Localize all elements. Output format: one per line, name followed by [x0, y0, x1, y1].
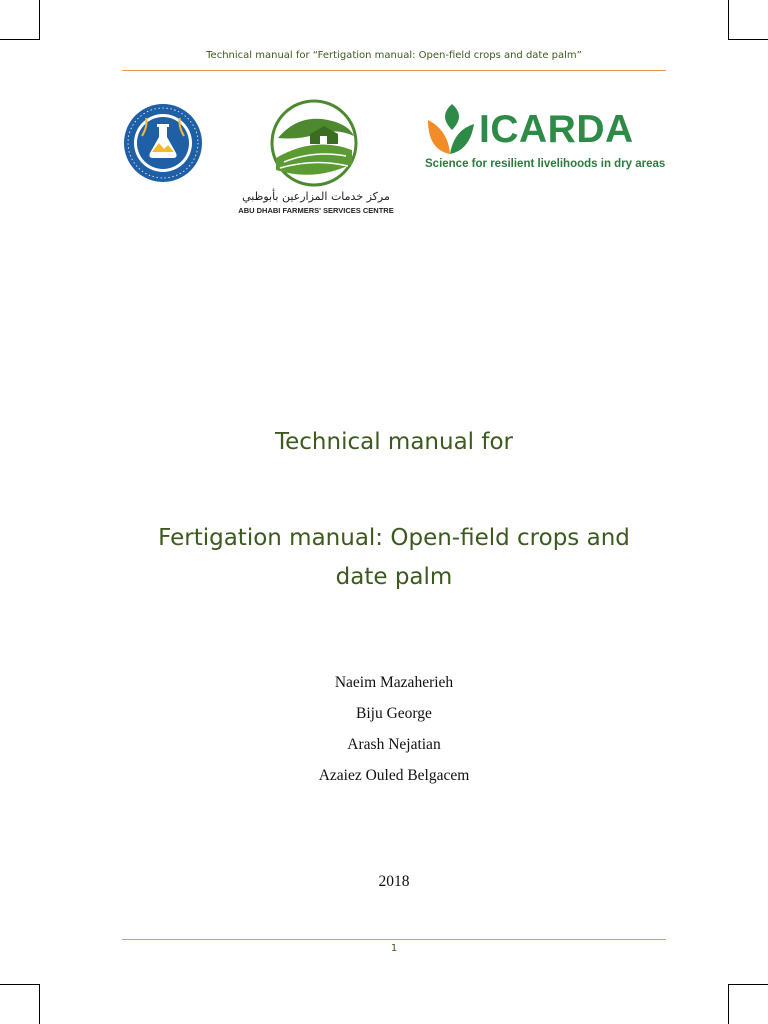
document-title-line-2: Fertigation manual: Open-field crops and — [158, 525, 630, 551]
author-name: Azaiez Ouled Belgacem — [318, 767, 470, 784]
adfsc-english-name: ABU DHABI FARMERS' SERVICES CENTRE — [238, 206, 394, 215]
icarda-wordmark: ICARDA — [479, 108, 634, 151]
adfsc-emblem — [228, 98, 404, 188]
page-number: 1 — [390, 943, 398, 954]
running-header: Technical manual for “Fertigation manual: Open-field crops and date palm” — [206, 50, 582, 61]
icarda-leaf-icon — [424, 102, 480, 156]
header-rule — [122, 70, 666, 71]
icarda-tagline: Science for resilient livelihoods in dry areas — [425, 158, 666, 170]
adfsc-arabic-name: مركز خدمات المزارعين بأبوظبي — [242, 190, 390, 203]
crop-mark-bottom-right — [728, 984, 768, 1024]
publication-year: 2018 — [378, 873, 410, 890]
document-title-line-3: date palm — [335, 564, 453, 590]
crop-mark-top-left — [0, 0, 40, 40]
author-name: Naeim Mazaherieh — [334, 674, 454, 691]
crop-mark-bottom-left — [0, 984, 40, 1024]
crop-mark-top-right — [728, 0, 768, 40]
document-title-line-1: Technical manual for — [275, 429, 513, 455]
adfsc-logo — [228, 98, 404, 220]
author-name: Biju George — [356, 705, 432, 722]
adfca-seal-logo — [122, 102, 204, 184]
author-name: Arash Nejatian — [347, 736, 441, 753]
footer-rule — [122, 939, 666, 940]
icarda-logo — [422, 100, 667, 176]
